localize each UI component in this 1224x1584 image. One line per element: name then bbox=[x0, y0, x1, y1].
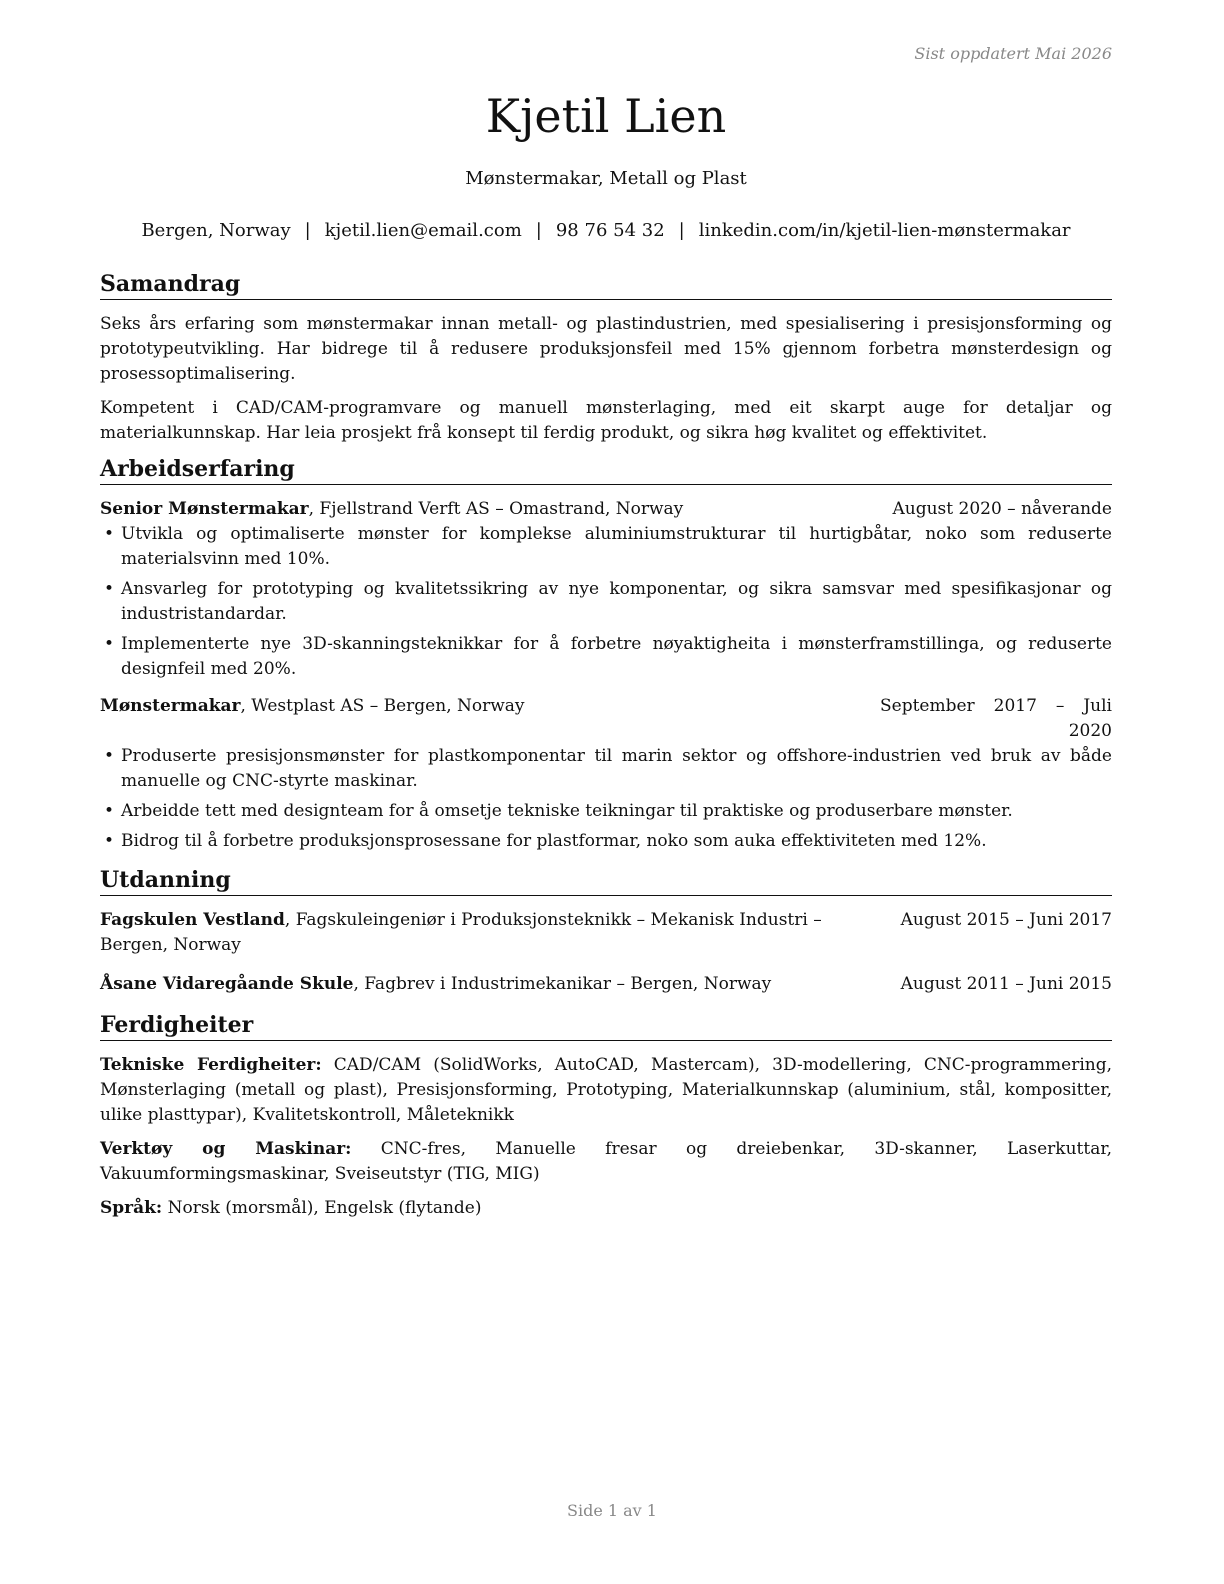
job-bullet-text: Utvikla og optimaliserte mønster for komplekse aluminiumstrukturar til hurtigbåtar, noko som reduserte materialsvinn med 10%. bbox=[121, 524, 1112, 569]
job-bullet bbox=[100, 744, 1112, 794]
education-heading bbox=[100, 972, 883, 997]
bullet-icon: • bbox=[104, 746, 115, 766]
job-bullet-text: Produserte presisjonsmønster for plastkomponentar til marin sektor og offshore-industrien ved bruk av både manuelle og CNC-styrte maskinar. bbox=[121, 746, 1112, 791]
skill-text: CAD/CAM (SolidWorks, AutoCAD, Mastercam), 3D-modellering, CNC-programmering, Mønsterlaging (metall og plast), Presisjonsforming, Prototyping, Materialkunnskap (aluminium, stål, kompositter, ulike plasttypar), Kvalitetskontroll, Måleteknikk bbox=[100, 1055, 1112, 1125]
skills-section bbox=[100, 1011, 1112, 1221]
job-employer: , Fjellstrand Verft AS – Omastrand, Norway bbox=[308, 499, 684, 519]
job-entry bbox=[100, 694, 1112, 854]
bullet-icon: • bbox=[104, 524, 115, 544]
bullet-icon: • bbox=[104, 634, 115, 654]
skill-line bbox=[100, 1053, 1112, 1128]
job-bullet bbox=[100, 829, 1112, 854]
contact-linkedin[interactable]: linkedin.com/in/kjetil-lien-mønstermakar bbox=[698, 220, 1071, 241]
summary-paragraph: Kompetent i CAD/CAM-programvare og manuell mønsterlaging, med eit skarpt auge for detaljar og materialkunnskap. Har leia prosjekt frå konsept til ferdig produkt, og sikra høg kvalitet og effektivitet. bbox=[100, 398, 1112, 443]
contact-separator: | bbox=[535, 220, 542, 241]
bullet-icon: • bbox=[104, 801, 115, 821]
experience-section bbox=[100, 455, 1112, 854]
job-bullet-text: Implementerte nye 3D-skanningsteknikkar for å forbetre nøyaktigheita i mønsterframstillinga, og reduserte designfeil med 20%. bbox=[121, 634, 1112, 679]
skill-text: CNC-fres, Manuelle fresar og dreiebenkar, 3D-skanner, Laserkuttar, Vakuumformingsmaskinar, Sveiseutstyr (TIG, MIG) bbox=[100, 1139, 1113, 1184]
skill-label: Språk: bbox=[100, 1198, 163, 1218]
skill-label: Tekniske Ferdigheiter: bbox=[100, 1055, 322, 1075]
job-employer: , Westplast AS – Bergen, Norway bbox=[240, 696, 525, 716]
job-heading bbox=[100, 694, 862, 719]
resume-page bbox=[100, 0, 1112, 1584]
education-section bbox=[100, 866, 1112, 997]
section-title-education: Utdanning bbox=[100, 866, 1112, 896]
education-details: , Fagskuleingeniør i Produksjonsteknikk – Mekanisk Industri – Bergen, Norway bbox=[100, 910, 822, 955]
education-details: , Fagbrev i Industrimekanikar – Bergen, Norway bbox=[353, 974, 772, 994]
section-title-experience: Arbeidserfaring bbox=[100, 455, 1112, 485]
contact-separator: | bbox=[304, 220, 311, 241]
skill-label: Verktøy og Maskinar: bbox=[100, 1139, 352, 1159]
education-header bbox=[100, 972, 1112, 997]
job-bullet-text: Arbeidde tett med designteam for å omsetje tekniske teikningar til praktiske og produserbare mønster. bbox=[121, 801, 1013, 821]
resume-body bbox=[100, 270, 1112, 1230]
job-bullet-text: Ansvarleg for prototyping og kvalitetssikring av nye komponentar, og sikra samsvar med spesifikasjonar og industristandardar. bbox=[121, 579, 1112, 624]
education-entry bbox=[100, 972, 1112, 997]
education-school: Fagskulen Vestland bbox=[100, 910, 285, 930]
contact-line bbox=[90, 219, 1122, 243]
job-bullet-list bbox=[100, 744, 1112, 854]
contact-separator: | bbox=[678, 220, 685, 241]
education-entry bbox=[100, 908, 1112, 958]
education-dates: August 2015 – Juni 2017 bbox=[900, 910, 1112, 930]
job-role: Mønstermakar bbox=[100, 696, 241, 716]
page-number-footer: Side 1 av 1 bbox=[567, 1501, 657, 1520]
last-updated-note: Sist oppdatert Mai 2026 bbox=[914, 44, 1112, 63]
job-header bbox=[100, 497, 1112, 522]
candidate-name: Kjetil Lien bbox=[485, 89, 727, 143]
contact-email[interactable]: kjetil.lien@email.com bbox=[324, 220, 522, 241]
education-heading bbox=[100, 908, 883, 958]
job-bullet bbox=[100, 799, 1112, 824]
skill-line bbox=[100, 1137, 1112, 1187]
job-dates: September 2017 – Juli 2020 bbox=[880, 696, 1112, 741]
bullet-icon: • bbox=[104, 579, 115, 599]
job-role: Senior Mønstermakar bbox=[100, 499, 309, 519]
job-bullet bbox=[100, 632, 1112, 682]
job-bullet-text: Bidrog til å forbetre produksjonsprosessane for plastformar, noko som auka effektiviteten med 12%. bbox=[121, 831, 987, 851]
job-bullet bbox=[100, 577, 1112, 627]
job-bullet bbox=[100, 522, 1112, 572]
section-title-summary: Samandrag bbox=[100, 270, 1112, 300]
job-header bbox=[100, 694, 1112, 744]
job-entry bbox=[100, 497, 1112, 682]
bullet-icon: • bbox=[104, 831, 115, 851]
summary-section bbox=[100, 270, 1112, 446]
skill-line bbox=[100, 1196, 1112, 1221]
contact-location: Bergen, Norway bbox=[141, 220, 291, 241]
education-dates: August 2011 – Juni 2015 bbox=[900, 974, 1112, 994]
candidate-title: Mønstermakar, Metall og Plast bbox=[465, 168, 747, 189]
job-dates: August 2020 – nåverande bbox=[892, 499, 1112, 519]
job-bullet-list bbox=[100, 522, 1112, 682]
summary-paragraph: Seks års erfaring som mønstermakar innan metall- og plastindustrien, med spesialisering i presisjonsforming og prototypeutvikling. Har bidrege til å redusere produksjonsfeil med 15% gjennom forbetra mønsterdesign og prosessoptimalisering. bbox=[100, 314, 1112, 384]
education-header bbox=[100, 908, 1112, 958]
education-school: Åsane Vidaregåande Skule bbox=[100, 974, 354, 994]
skill-text: Norsk (morsmål), Engelsk (flytande) bbox=[162, 1198, 482, 1218]
section-title-skills: Ferdigheiter bbox=[100, 1011, 1112, 1041]
job-heading bbox=[100, 497, 875, 522]
contact-phone: 98 76 54 32 bbox=[555, 220, 665, 241]
